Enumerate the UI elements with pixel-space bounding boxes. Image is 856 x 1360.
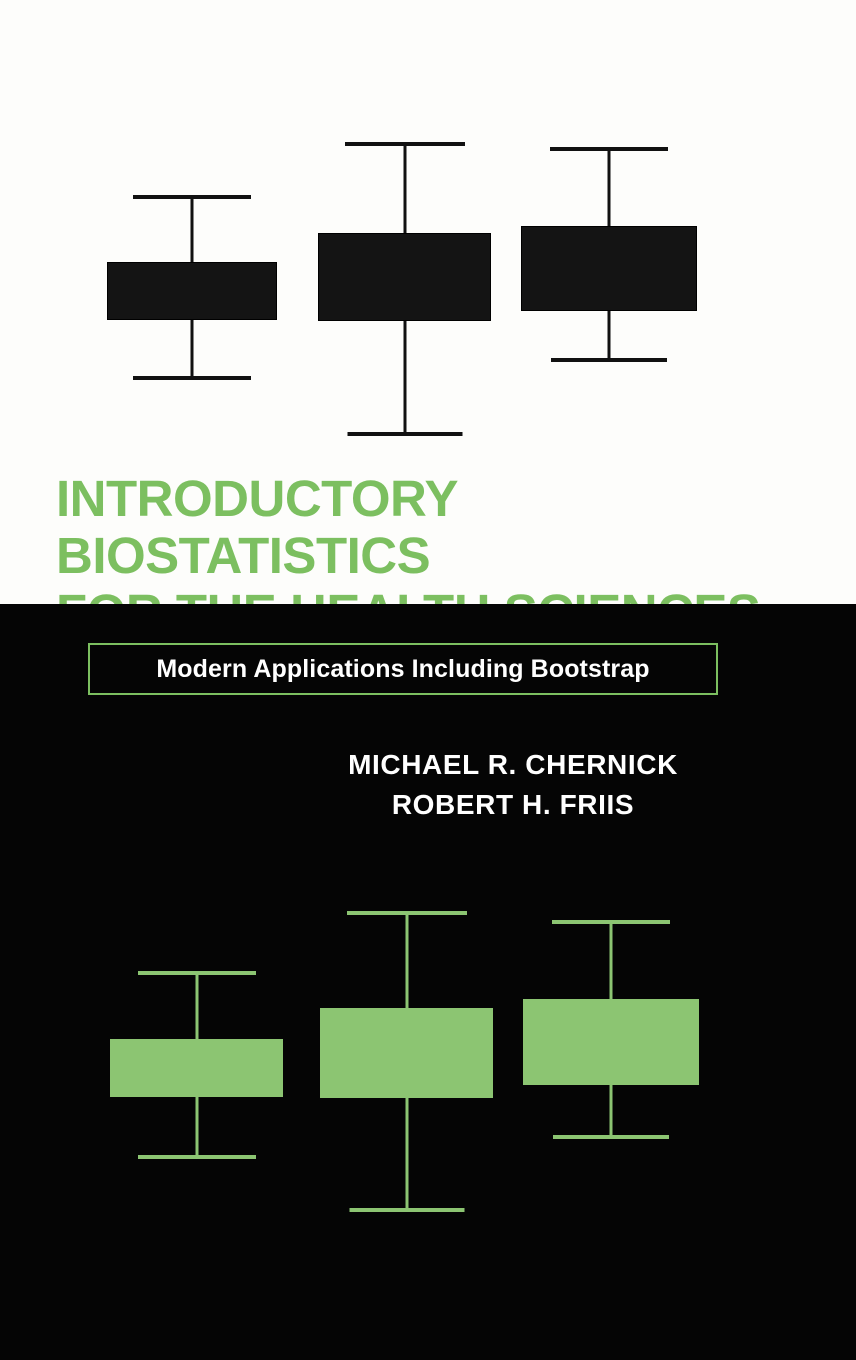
boxplot-chart-green [0,604,856,1360]
box-plot-group-2 [318,138,491,438]
whisker-cap-upper [133,195,251,199]
author-block [303,745,723,825]
author-name-2: ROBERT H. FRIIS [391,788,635,820]
whisker-cap-upper [345,142,465,146]
cover-top-panel [0,0,856,604]
book-title-line-1: INTRODUCTORY BIOSTATISTICS [56,470,458,585]
whisker-cap-lower [349,1208,464,1212]
box-iqr [110,1039,283,1097]
box-iqr [521,226,697,311]
box-plot-green-group-2 [320,908,493,1214]
whisker-cap-upper [347,911,467,915]
box-plot-green-group-1 [110,967,283,1164]
whisker-cap-lower [553,1135,669,1139]
whisker-cap-lower [347,432,462,436]
cover-bottom-panel [0,604,856,1360]
box-iqr [320,1008,493,1098]
box-plot-group-3 [521,144,697,364]
box-iqr [318,233,491,321]
whisker-cap-upper [552,920,670,924]
whisker-cap-lower [551,358,667,362]
subtitle-box [88,643,718,695]
box-plot-green-group-3 [523,917,699,1143]
whisker-cap-lower [138,1155,256,1159]
whisker-cap-lower [133,376,251,380]
whisker-cap-upper [138,971,256,975]
whisker-cap-upper [550,147,668,151]
box-iqr [107,262,277,320]
box-plot-group-1 [107,190,277,385]
book-subtitle: Modern Applications Including Bootstrap [156,654,650,683]
box-iqr [523,999,699,1085]
author-name-1: MICHAEL R. CHERNICK [348,749,678,780]
